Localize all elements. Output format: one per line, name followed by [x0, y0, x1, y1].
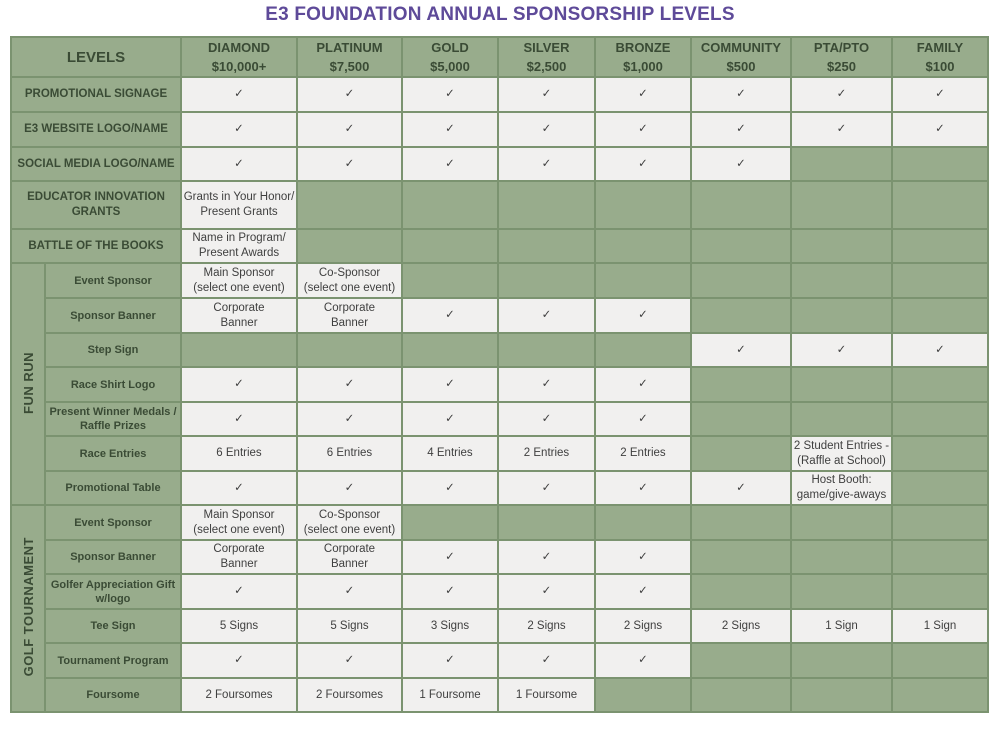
empty-cell: [595, 333, 691, 367]
empty-cell: [498, 333, 595, 367]
benefit-cell: 3 Signs: [402, 609, 498, 643]
check-icon: ✓: [595, 147, 691, 181]
row-label: Race Shirt Logo: [45, 367, 181, 402]
empty-cell: [791, 505, 892, 540]
check-icon: ✓: [691, 77, 791, 112]
row-label: EDUCATOR INNOVATION GRANTS: [11, 181, 181, 229]
empty-cell: [791, 181, 892, 229]
empty-cell: [791, 574, 892, 609]
empty-cell: [595, 505, 691, 540]
table-row: [11, 540, 988, 574]
check-icon: ✓: [181, 367, 297, 402]
empty-cell: [691, 574, 791, 609]
table-row: [11, 147, 988, 181]
table-row: [11, 181, 988, 229]
tier-price: $5,000: [430, 59, 470, 74]
tier-name: PLATINUM: [316, 40, 383, 55]
empty-cell: [892, 540, 988, 574]
tier-price: $2,500: [526, 59, 567, 74]
check-icon: ✓: [498, 298, 595, 333]
empty-cell: [691, 540, 791, 574]
tier-price: $1,000: [623, 59, 663, 74]
group-label-fun-run: [11, 263, 45, 505]
tier-header-platinum: [297, 37, 402, 77]
tier-name: FAMILY: [916, 40, 964, 55]
check-icon: ✓: [595, 402, 691, 436]
row-label: SOCIAL MEDIA LOGO/NAME: [11, 147, 181, 181]
row-label: Foursome: [45, 678, 181, 712]
check-icon: ✓: [402, 147, 498, 181]
tier-header-bronze: [595, 37, 691, 77]
check-icon: ✓: [595, 643, 691, 678]
levels-header: LEVELS: [11, 37, 181, 77]
row-label: Sponsor Banner: [45, 540, 181, 574]
check-icon: ✓: [297, 471, 402, 505]
benefit-cell: 2 Foursomes: [297, 678, 402, 712]
row-label: Sponsor Banner: [45, 298, 181, 333]
check-icon: ✓: [297, 112, 402, 147]
table-row: [11, 505, 988, 540]
check-icon: ✓: [691, 112, 791, 147]
check-icon: ✓: [595, 471, 691, 505]
empty-cell: [892, 147, 988, 181]
check-icon: ✓: [181, 77, 297, 112]
check-icon: ✓: [498, 402, 595, 436]
row-label: Present Winner Medals / Raffle Prizes: [45, 402, 181, 436]
empty-cell: [791, 263, 892, 298]
empty-cell: [402, 181, 498, 229]
tier-price: $500: [726, 59, 756, 74]
empty-cell: [402, 333, 498, 367]
row-label: Promotional Table: [45, 471, 181, 505]
empty-cell: [892, 505, 988, 540]
table-row: [11, 643, 988, 678]
empty-cell: [892, 181, 988, 229]
empty-cell: [791, 298, 892, 333]
empty-cell: [595, 229, 691, 263]
benefit-cell: Host Booth: game/give-aways: [791, 471, 892, 505]
empty-cell: [691, 402, 791, 436]
row-label: E3 WEBSITE LOGO/NAME: [11, 112, 181, 147]
check-icon: ✓: [892, 77, 988, 112]
check-icon: ✓: [402, 540, 498, 574]
tier-price: $10,000+: [211, 59, 267, 74]
check-icon: ✓: [181, 471, 297, 505]
empty-cell: [691, 181, 791, 229]
empty-cell: [892, 436, 988, 471]
empty-cell: [691, 436, 791, 471]
check-icon: ✓: [181, 147, 297, 181]
benefit-cell: Name in Program/ Present Awards: [181, 229, 297, 263]
tier-price: $100: [925, 59, 955, 74]
empty-cell: [297, 181, 402, 229]
check-icon: ✓: [402, 112, 498, 147]
table-row: [11, 402, 988, 436]
check-icon: ✓: [791, 333, 892, 367]
benefit-cell: 2 Student Entries - (Raffle at School): [791, 436, 892, 471]
table-row: [11, 436, 988, 471]
tier-name: PTA/PTO: [813, 40, 870, 55]
check-icon: ✓: [297, 574, 402, 609]
benefit-cell: Main Sponsor (select one event): [181, 263, 297, 298]
empty-cell: [892, 643, 988, 678]
empty-cell: [402, 505, 498, 540]
row-label: PROMOTIONAL SIGNAGE: [11, 77, 181, 112]
check-icon: ✓: [498, 643, 595, 678]
benefit-cell: Corporate Banner: [181, 298, 297, 333]
row-label: Golfer Appreciation Gift w/logo: [45, 574, 181, 609]
empty-cell: [297, 229, 402, 263]
header-row: [11, 37, 988, 77]
benefit-cell: Grants in Your Honor/ Present Grants: [181, 181, 297, 229]
benefit-cell: 2 Signs: [595, 609, 691, 643]
check-icon: ✓: [181, 112, 297, 147]
tier-name: GOLD: [431, 40, 469, 55]
empty-cell: [791, 229, 892, 263]
check-icon: ✓: [595, 367, 691, 402]
empty-cell: [892, 229, 988, 263]
check-icon: ✓: [595, 574, 691, 609]
row-label: Tee Sign: [45, 609, 181, 643]
benefit-cell: 1 Sign: [791, 609, 892, 643]
check-icon: ✓: [498, 574, 595, 609]
check-icon: ✓: [498, 77, 595, 112]
empty-cell: [892, 471, 988, 505]
empty-cell: [595, 678, 691, 712]
empty-cell: [402, 229, 498, 263]
empty-cell: [791, 147, 892, 181]
empty-cell: [892, 678, 988, 712]
check-icon: ✓: [498, 471, 595, 505]
tier-header-diamond: [181, 37, 297, 77]
check-icon: ✓: [691, 147, 791, 181]
check-icon: ✓: [892, 112, 988, 147]
benefit-cell: 1 Foursome: [498, 678, 595, 712]
check-icon: ✓: [402, 471, 498, 505]
empty-cell: [498, 505, 595, 540]
row-label: BATTLE OF THE BOOKS: [11, 229, 181, 263]
check-icon: ✓: [402, 367, 498, 402]
benefit-cell: 1 Foursome: [402, 678, 498, 712]
tier-name: BRONZE: [615, 40, 671, 55]
tier-header-family: [892, 37, 988, 77]
check-icon: ✓: [498, 112, 595, 147]
empty-cell: [791, 678, 892, 712]
benefit-cell: Corporate Banner: [181, 540, 297, 574]
check-icon: ✓: [402, 643, 498, 678]
check-icon: ✓: [498, 540, 595, 574]
empty-cell: [691, 505, 791, 540]
row-label: Event Sponsor: [45, 263, 181, 298]
empty-cell: [691, 678, 791, 712]
benefit-cell: 2 Signs: [691, 609, 791, 643]
benefit-cell: 5 Signs: [297, 609, 402, 643]
tier-price: $250: [827, 59, 856, 74]
check-icon: ✓: [402, 298, 498, 333]
empty-cell: [791, 367, 892, 402]
check-icon: ✓: [402, 402, 498, 436]
sponsorship-table: [10, 36, 989, 713]
tier-name: DIAMOND: [207, 40, 271, 55]
group-label-text: FUN RUN: [20, 351, 36, 414]
empty-cell: [498, 263, 595, 298]
benefit-cell: Co-Sponsor (select one event): [297, 263, 402, 298]
benefit-cell: Co-Sponsor (select one event): [297, 505, 402, 540]
check-icon: ✓: [402, 574, 498, 609]
group-label-golf-tournament: [11, 505, 45, 712]
empty-cell: [595, 181, 691, 229]
benefit-cell: 2 Entries: [595, 436, 691, 471]
table-row: [11, 333, 988, 367]
tier-header-community: [691, 37, 791, 77]
empty-cell: [892, 263, 988, 298]
empty-cell: [892, 402, 988, 436]
empty-cell: [892, 574, 988, 609]
tier-header-silver: [498, 37, 595, 77]
benefit-cell: 1 Sign: [892, 609, 988, 643]
group-label-text: GOLF TOURNAMENT: [20, 537, 36, 677]
table-row: [11, 574, 988, 609]
tier-header-pta-pto: [791, 37, 892, 77]
benefit-cell: Corporate Banner: [297, 540, 402, 574]
check-icon: ✓: [297, 77, 402, 112]
empty-cell: [595, 263, 691, 298]
empty-cell: [892, 367, 988, 402]
table-row: [11, 77, 988, 112]
check-icon: ✓: [181, 574, 297, 609]
check-icon: ✓: [498, 147, 595, 181]
check-icon: ✓: [402, 77, 498, 112]
empty-cell: [892, 298, 988, 333]
table-row: [11, 678, 988, 712]
empty-cell: [791, 402, 892, 436]
benefit-cell: Main Sponsor (select one event): [181, 505, 297, 540]
empty-cell: [791, 643, 892, 678]
check-icon: ✓: [297, 367, 402, 402]
table-row: [11, 112, 988, 147]
benefit-cell: 2 Entries: [498, 436, 595, 471]
tier-header-gold: [402, 37, 498, 77]
table-row: [11, 471, 988, 505]
empty-cell: [791, 540, 892, 574]
tier-name: COMMUNITY: [700, 40, 782, 55]
check-icon: ✓: [791, 77, 892, 112]
row-label: Race Entries: [45, 436, 181, 471]
empty-cell: [691, 367, 791, 402]
empty-cell: [498, 229, 595, 263]
empty-cell: [691, 263, 791, 298]
row-label: Event Sponsor: [45, 505, 181, 540]
benefit-cell: 5 Signs: [181, 609, 297, 643]
table-row: [11, 298, 988, 333]
check-icon: ✓: [691, 333, 791, 367]
empty-cell: [297, 333, 402, 367]
benefit-cell: 2 Signs: [498, 609, 595, 643]
check-icon: ✓: [691, 471, 791, 505]
row-label: Step Sign: [45, 333, 181, 367]
benefit-cell: 6 Entries: [181, 436, 297, 471]
table-row: [11, 229, 988, 263]
check-icon: ✓: [498, 367, 595, 402]
check-icon: ✓: [181, 402, 297, 436]
check-icon: ✓: [595, 77, 691, 112]
benefit-cell: Corporate Banner: [297, 298, 402, 333]
table-row: [11, 609, 988, 643]
table-row: [11, 367, 988, 402]
empty-cell: [691, 643, 791, 678]
check-icon: ✓: [297, 402, 402, 436]
empty-cell: [691, 229, 791, 263]
row-label: Tournament Program: [45, 643, 181, 678]
check-icon: ✓: [791, 112, 892, 147]
benefit-cell: 2 Foursomes: [181, 678, 297, 712]
check-icon: ✓: [297, 147, 402, 181]
tier-price: $7,500: [329, 59, 370, 74]
check-icon: ✓: [595, 298, 691, 333]
check-icon: ✓: [297, 643, 402, 678]
benefit-cell: 6 Entries: [297, 436, 402, 471]
benefit-cell: 4 Entries: [402, 436, 498, 471]
empty-cell: [691, 298, 791, 333]
empty-cell: [402, 263, 498, 298]
empty-cell: [498, 181, 595, 229]
tier-name: SILVER: [523, 40, 570, 55]
check-icon: ✓: [595, 112, 691, 147]
page-title: E3 FOUNDATION ANNUAL SPONSORSHIP LEVELS: [265, 4, 735, 25]
check-icon: ✓: [892, 333, 988, 367]
table-row: [11, 263, 988, 298]
empty-cell: [181, 333, 297, 367]
check-icon: ✓: [181, 643, 297, 678]
check-icon: ✓: [595, 540, 691, 574]
